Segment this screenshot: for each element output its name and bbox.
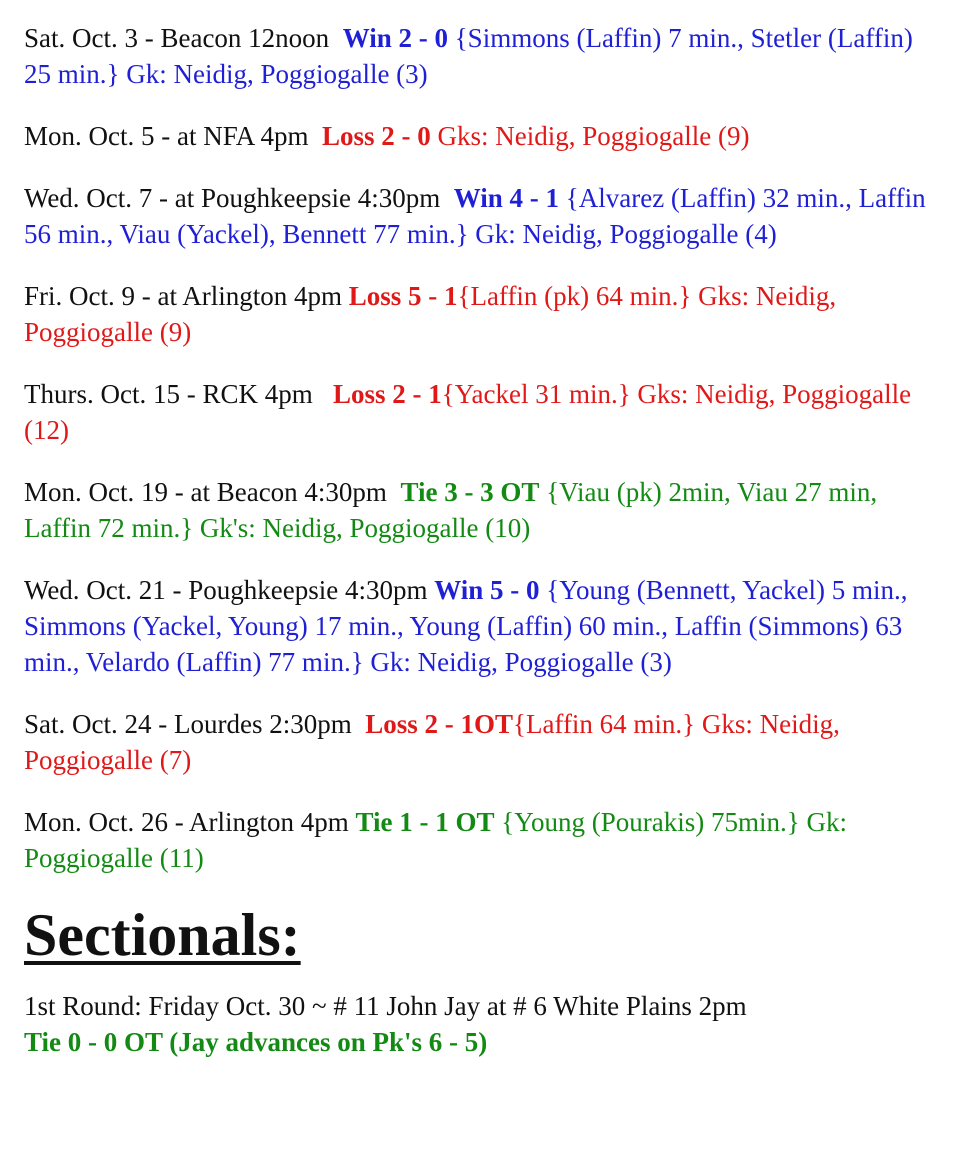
game-entry-9 (24, 804, 944, 876)
game-result: Win 2 - 0 (342, 23, 448, 53)
game-details: {Alvarez (Laffin) 32 min., Laffin 56 min., Viau (Yackel), Bennett 77 min.} Gk: Neidig, Poggiogalle (4) (24, 183, 926, 249)
game-result: Loss 5 - 1 (348, 281, 458, 311)
game-entry-2 (24, 118, 944, 154)
game-entry-1 (24, 20, 944, 92)
game-entry-8 (24, 706, 944, 778)
game-result: Win 4 - 1 (453, 183, 560, 213)
game-date-venue: Sat. Oct. 24 - Lourdes 2:30pm (24, 709, 352, 739)
game-date-venue: Fri. Oct. 9 - at Arlington 4pm (24, 281, 342, 311)
game-result: Win 5 - 0 (434, 575, 540, 605)
schedule-document (24, 20, 944, 1060)
game-result: Tie 1 - 1 OT (355, 807, 495, 837)
game-date-venue: Mon. Oct. 5 - at NFA 4pm (24, 121, 309, 151)
game-details: {Laffin (pk) 64 min.} Gks: Neidig, Poggiogalle (9) (24, 281, 837, 347)
game-entry-4 (24, 278, 944, 350)
game-entry-5 (24, 376, 944, 448)
game-details: {Viau (pk) 2min, Viau 27 min, Laffin 72 min.} Gk's: Neidig, Poggiogalle (10) (24, 477, 878, 543)
game-date-venue: Wed. Oct. 7 - at Poughkeepsie 4:30pm (24, 183, 441, 213)
game-details: {Laffin 64 min.} Gks: Neidig, Poggiogalle (7) (24, 709, 840, 775)
game-entry-7 (24, 572, 944, 680)
game-result: Loss 2 - 1OT (365, 709, 513, 739)
game-details: Gks: Neidig, Poggiogalle (9) (430, 121, 750, 151)
game-date-venue: Mon. Oct. 19 - at Beacon 4:30pm (24, 477, 387, 507)
game-date-venue: Mon. Oct. 26 - Arlington 4pm (24, 807, 349, 837)
sectionals-section (24, 902, 944, 1060)
game-date-venue: Thurs. Oct. 15 - RCK 4pm (24, 379, 313, 409)
game-details: {Young (Pourakis) 75min.} Gk: Poggiogalle (11) (24, 807, 847, 873)
game-result: Loss 2 - 0 (322, 121, 431, 151)
sectionals-result-line: Tie 0 - 0 OT (Jay advances on Pk's 6 - 5) (24, 1027, 488, 1057)
game-result: Tie 3 - 3 OT (400, 477, 540, 507)
sectionals-round-line: 1st Round: Friday Oct. 30 ~ # 11 John Jay at # 6 White Plains 2pm (24, 991, 747, 1021)
game-entry-3 (24, 180, 944, 252)
game-details: {Simmons (Laffin) 7 min., Stetler (Laffin) 25 min.} Gk: Neidig, Poggiogalle (3) (24, 23, 913, 89)
game-details: {Young (Bennett, Yackel) 5 min., Simmons (Yackel, Young) 17 min., Young (Laffin) 60 min., Laffin (Simmons) 63 min., Velardo (Laffin) 77 min.} Gk: Neidig, Poggiogalle (3) (24, 575, 908, 677)
sectionals-heading: Sectionals: (24, 902, 301, 968)
game-date-venue: Sat. Oct. 3 - Beacon 12noon (24, 23, 330, 53)
game-date-venue: Wed. Oct. 21 - Poughkeepsie 4:30pm (24, 575, 428, 605)
game-result: Loss 2 - 1 (332, 379, 442, 409)
game-entry-6 (24, 474, 944, 546)
game-details: {Yackel 31 min.} Gks: Neidig, Poggiogalle (12) (24, 379, 912, 445)
